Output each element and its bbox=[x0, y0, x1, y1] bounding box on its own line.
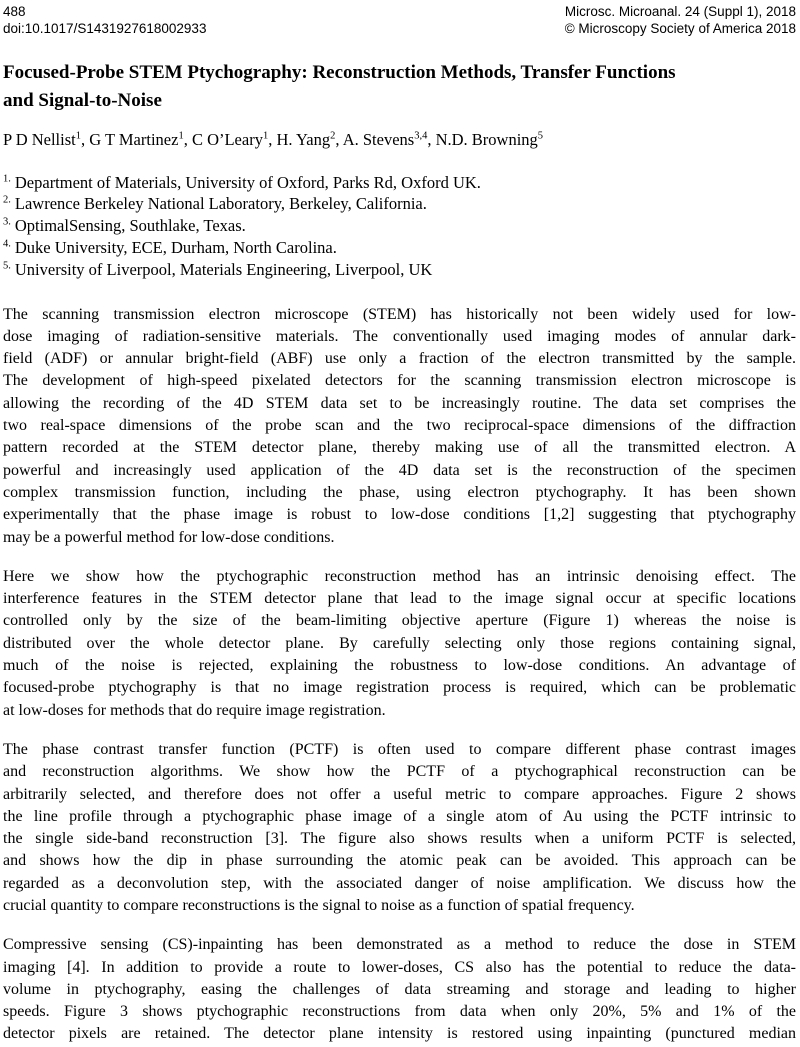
text-line: Here we show how the ptychographic reconstruction method has an intrinsic denoising effect. The bbox=[3, 567, 796, 585]
author bbox=[436, 130, 543, 149]
author bbox=[343, 130, 436, 149]
affiliation-item bbox=[3, 193, 796, 215]
body-paragraph bbox=[3, 934, 796, 1045]
author-list bbox=[3, 129, 796, 151]
text-line: experimentally that the phase image is robust to low-dose conditions [1,2] suggesting that ptychography bbox=[3, 506, 796, 524]
article-title bbox=[3, 59, 796, 116]
author-name: H. Yang bbox=[276, 129, 331, 149]
text-line: allowing the recording of the 4D STEM data set to be increasingly routine. The data set comprises the bbox=[3, 394, 796, 412]
text-line: arbitrarily selected, and therefore does not offer a useful metric to compare approaches. Figure 2 shows bbox=[3, 785, 796, 803]
page-header bbox=[3, 3, 796, 38]
text-line: crucial quantity to compare reconstructions is the signal to noise as a function of spatial frequency. bbox=[3, 897, 635, 914]
text-line: Compressive sensing (CS)-inpainting has been demonstrated as a method to reduce the dose in STEM bbox=[3, 936, 796, 954]
article-body bbox=[3, 304, 796, 1046]
text-line: complex transmission function, including the phase, using electron ptychography. It has been shown bbox=[3, 483, 796, 501]
text-line: pattern recorded at the STEM detector plane, thereby making use of all the transmitted electron. A bbox=[3, 439, 796, 457]
author-name: C O’Leary bbox=[191, 129, 263, 149]
journal-citation: Microsc. Microanal. 24 (Suppl 1), 2018 bbox=[564, 4, 796, 19]
body-paragraph bbox=[3, 566, 796, 722]
author-name: A. Stevens bbox=[342, 129, 415, 149]
text-line: and shows how the dip in phase surrounding the atomic peak can be avoided. This approach can be bbox=[3, 852, 796, 870]
affiliation-text: Duke University, ECE, Durham, North Carolina. bbox=[14, 237, 337, 257]
text-line: focused-probe ptychography is that no image registration process is required, which can be problematic bbox=[3, 679, 796, 697]
text-line: controlled only by the size of the beam-limiting objective aperture (Figure 1) whereas the noise is bbox=[3, 612, 796, 630]
affiliation-item bbox=[3, 172, 796, 194]
affiliation-number: 3. bbox=[3, 216, 11, 228]
author-affiliation-marker: 1 bbox=[75, 130, 81, 142]
author-separator: , bbox=[335, 129, 343, 149]
copyright-notice: © Microscopy Society of America 2018 bbox=[564, 21, 796, 37]
text-line: two real-space dimensions of the probe scan and the two reciprocal-space dimensions of the diffraction bbox=[3, 417, 796, 435]
body-paragraph bbox=[3, 739, 796, 917]
author-name: N.D. Browning bbox=[435, 129, 538, 149]
text-line: dose imaging of radiation-sensitive materials. The conventionally used imaging modes of annular dark- bbox=[3, 327, 796, 345]
author-affiliation-marker: 1 bbox=[178, 130, 184, 142]
article-title-line-2: and Signal-to-Noise bbox=[3, 90, 162, 112]
affiliation-text: OptimalSensing, Southlake, Texas. bbox=[14, 216, 246, 236]
author-affiliation-marker: 2 bbox=[330, 130, 336, 142]
author-affiliation-marker: 1 bbox=[262, 130, 269, 142]
text-line: speeds. Figure 3 shows ptychographic reconstructions from data when only 20%, 5% and 1% of the bbox=[3, 1003, 796, 1021]
text-line: The development of high-speed pixelated detectors for the scanning transmission electron microscope is bbox=[3, 372, 796, 390]
text-line: detector pixels are retained. The detector plane intensity is restored using inpainting (punctured median bbox=[3, 1025, 796, 1043]
author-separator: , bbox=[80, 129, 90, 149]
author-affiliation-marker: 5 bbox=[537, 130, 544, 142]
affiliation-item bbox=[3, 259, 796, 281]
text-line: The phase contrast transfer function (PCTF) is often used to compare different phase contrast images bbox=[3, 740, 796, 758]
text-line: the single side-band reconstruction [3]. The figure also shows results when a uniform PCTF is selected, bbox=[3, 830, 796, 848]
affiliation-number: 1. bbox=[3, 173, 11, 185]
affiliation-item bbox=[3, 215, 796, 237]
affiliation-text: Lawrence Berkeley National Laboratory, Berkeley, California. bbox=[14, 194, 427, 214]
affiliation-text: Department of Materials, University of Oxford, Parks Rd, Oxford UK. bbox=[14, 172, 481, 192]
doi: doi:10.1017/S1431927618002933 bbox=[3, 21, 207, 37]
text-line: powerful and increasingly used application of the 4D data set is the reconstruction of the specimen bbox=[3, 461, 796, 479]
author-separator: , bbox=[183, 129, 192, 149]
text-line: imaging [4]. In addition to provide a route to lower-doses, CS also has the potential to reduce the data- bbox=[3, 958, 796, 976]
affiliation-text: University of Liverpool, Materials Engineering, Liverpool, UK bbox=[14, 259, 433, 279]
author-name: P D Nellist bbox=[3, 129, 76, 149]
page-header-left bbox=[3, 3, 206, 38]
text-line: at low-doses for methods that do require image registration. bbox=[3, 701, 386, 719]
author bbox=[89, 130, 192, 149]
text-line: volume in ptychography, easing the challenges of data streaming and storage and leading to higher bbox=[3, 980, 796, 998]
affiliation-list bbox=[3, 172, 796, 281]
text-line: and reconstruction algorithms. We show how the PCTF of a ptychographical reconstruction can be bbox=[3, 763, 796, 781]
affiliation-item bbox=[3, 237, 796, 259]
text-line: interference features in the STEM detector plane that lead to the image signal occur at specific locations bbox=[3, 590, 796, 608]
author bbox=[3, 130, 89, 149]
author-separator: , bbox=[268, 129, 277, 149]
body-paragraph bbox=[3, 304, 796, 549]
text-line: regarded as a deconvolution step, with the associated danger of noise amplification. We discuss how the bbox=[3, 874, 796, 892]
page-header-right bbox=[565, 3, 796, 38]
author bbox=[192, 130, 277, 149]
affiliation-number: 4. bbox=[3, 238, 11, 250]
text-line: distributed over the whole detector plane. By carefully selecting only those regions containing signal, bbox=[3, 634, 796, 652]
text-line: the line profile through a ptychographic phase image of a single atom of Au using the PCTF intrinsic to bbox=[3, 807, 796, 825]
author-name: G T Martinez bbox=[89, 129, 179, 149]
author-affiliation-marker: 3,4 bbox=[414, 130, 428, 142]
text-line: The scanning transmission electron microscope (STEM) has historically not been widely used for low- bbox=[3, 305, 796, 323]
text-line: much of the noise is rejected, explaining the robustness to low-dose conditions. An advantage of bbox=[3, 657, 796, 675]
author-separator: , bbox=[427, 129, 436, 149]
article-title-line-1: Focused-Probe STEM Ptychography: Reconstruction Methods, Transfer Functions bbox=[3, 61, 676, 83]
affiliation-number: 5. bbox=[3, 260, 11, 272]
affiliation-number: 2. bbox=[3, 194, 11, 206]
page-number: 488 bbox=[3, 4, 26, 19]
text-line: field (ADF) or annular bright-field (ABF) use only a fraction of the electron transmitted by the sample. bbox=[3, 350, 796, 368]
author bbox=[276, 130, 342, 149]
text-line: may be a powerful method for low-dose conditions. bbox=[3, 528, 335, 546]
